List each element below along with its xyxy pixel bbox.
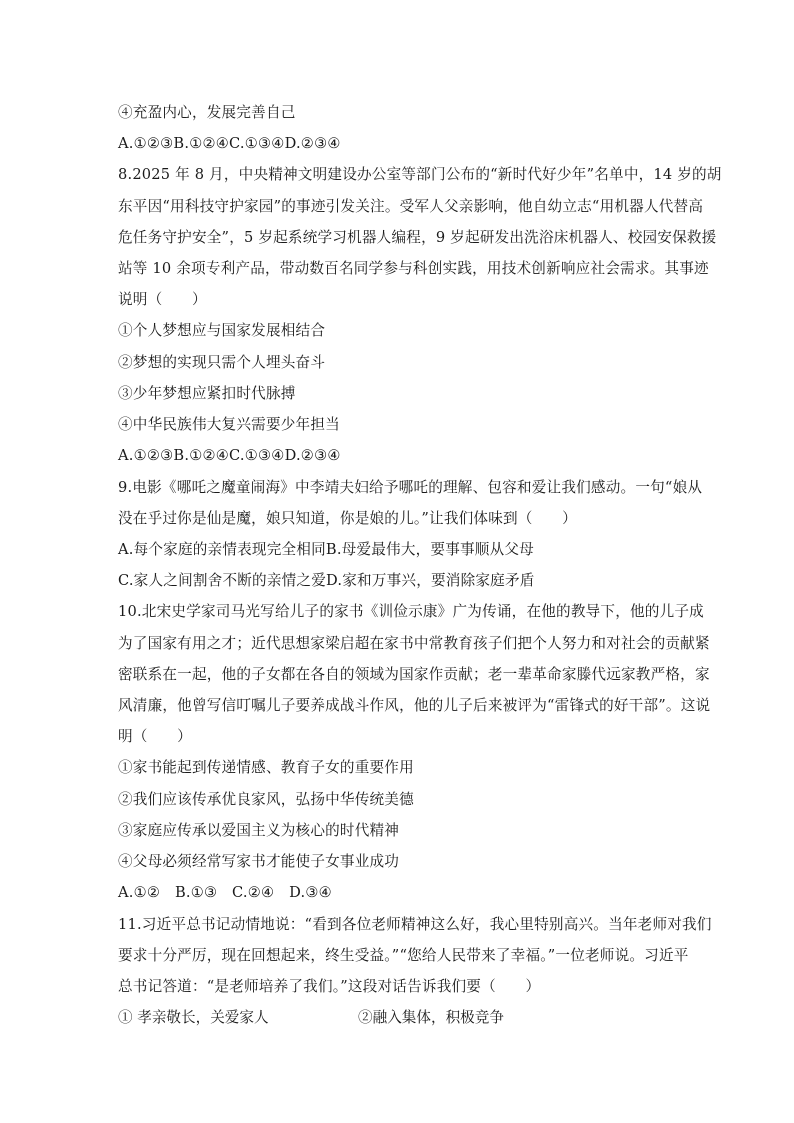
text-line: A.①②③B.①②④C.①③④D.②③④ — [118, 447, 341, 464]
text-line: ②我们应该传承优良家风，弘扬中华传统美德 — [118, 791, 414, 808]
text-line: ②梦想的实现只需个人埋头奋斗 — [118, 354, 326, 371]
text-line: ①家书能起到传递情感、教育子女的重要作用 — [118, 759, 414, 776]
text-line: ①个人梦想应与国家发展相结合 — [118, 322, 326, 339]
text-line: C.家人之间割舍不断的亲情之爱D.家和万事兴，要消除家庭矛盾 — [118, 572, 535, 589]
text-line: A.①②③B.①②④C.①③④D.②③④ — [118, 135, 341, 152]
text-line: 站等 10 余项专利产品，带动数百名同学参与科创实践，用技术创新响应社会需求。其事迹 — [118, 260, 709, 277]
text-line: ③家庭应传承以爱国主义为核心的时代精神 — [118, 822, 400, 839]
text-line: 密联系在一起，他的子女都在各自的领域为国家作贡献；老一辈革命家滕代远家教严格，家 — [118, 666, 710, 683]
text-line: 说明（ ） — [118, 291, 207, 308]
text-line: A.①② B.①③ C.②④ D.③④ — [118, 884, 332, 901]
text-line: ④充盈内心，发展完善自己 — [118, 104, 296, 121]
text-line: 明（ ） — [118, 728, 192, 745]
text-line: 为了国家有用之才；近代思想家梁启超在家书中常教育孩子们把个人努力和对社会的贡献紧 — [118, 635, 710, 652]
question-9-line: 9.电影《哪吒之魔童闹海》中李靖夫妇给予哪吒的理解、包容和爱让我们感动。一句“娘从 — [118, 479, 703, 496]
option-left: ① 孝亲敬长，关爱家人 — [118, 1009, 269, 1026]
text-line: 总书记答道：“是老师培养了我们。”这段对话告诉我们要（ ） — [118, 978, 541, 995]
question-8-line: 8.2025 年 8 月，中央精神文明建设办公室等部门公布的“新时代好少年”名单中，14 岁的胡 — [118, 166, 722, 183]
text-line: 要求十分严厉，现在回想起来，终生受益。”“您给人民带来了幸福。”一位老师说。习近平 — [118, 947, 689, 964]
text-line: 风清廉，他曾写信叮嘱儿子要养成战斗作风，他的儿子后来被评为“雷锋式的好干部”。这说 — [118, 697, 711, 714]
option-right: ②融入集体，积极竞争 — [358, 1009, 504, 1026]
option-row — [118, 1008, 504, 1028]
text-line: ④父母必须经常写家书才能使子女事业成功 — [118, 853, 400, 870]
text-line: 危任务守护安全”，5 岁起系统学习机器人编程，9 岁起研发出洗浴床机器人、校园安保救援 — [118, 229, 717, 246]
text-line: A.每个家庭的亲情表现完全相同B.母爱最伟大，要事事顺从父母 — [118, 541, 534, 558]
question-11-line: 11.习近平总书记动情地说：“看到各位老师精神这么好，我心里特别高兴。当年老师对我们 — [118, 916, 712, 933]
text-line: 东平因“用科技守护家园”的事迹引发关注。受军人父亲影响，他自幼立志“用机器人代替高 — [118, 198, 704, 215]
text-line: 没在乎过你是仙是魔，娘只知道，你是娘的儿。”让我们体味到（ ） — [118, 510, 577, 527]
text-line: ④中华民族伟大复兴需要少年担当 — [118, 416, 340, 433]
question-10-line: 10.北宋史学家司马光写给儿子的家书《训俭示康》广为传诵，在他的教导下，他的儿子成 — [118, 603, 704, 620]
text-line: ③少年梦想应紧扣时代脉搏 — [118, 385, 296, 402]
